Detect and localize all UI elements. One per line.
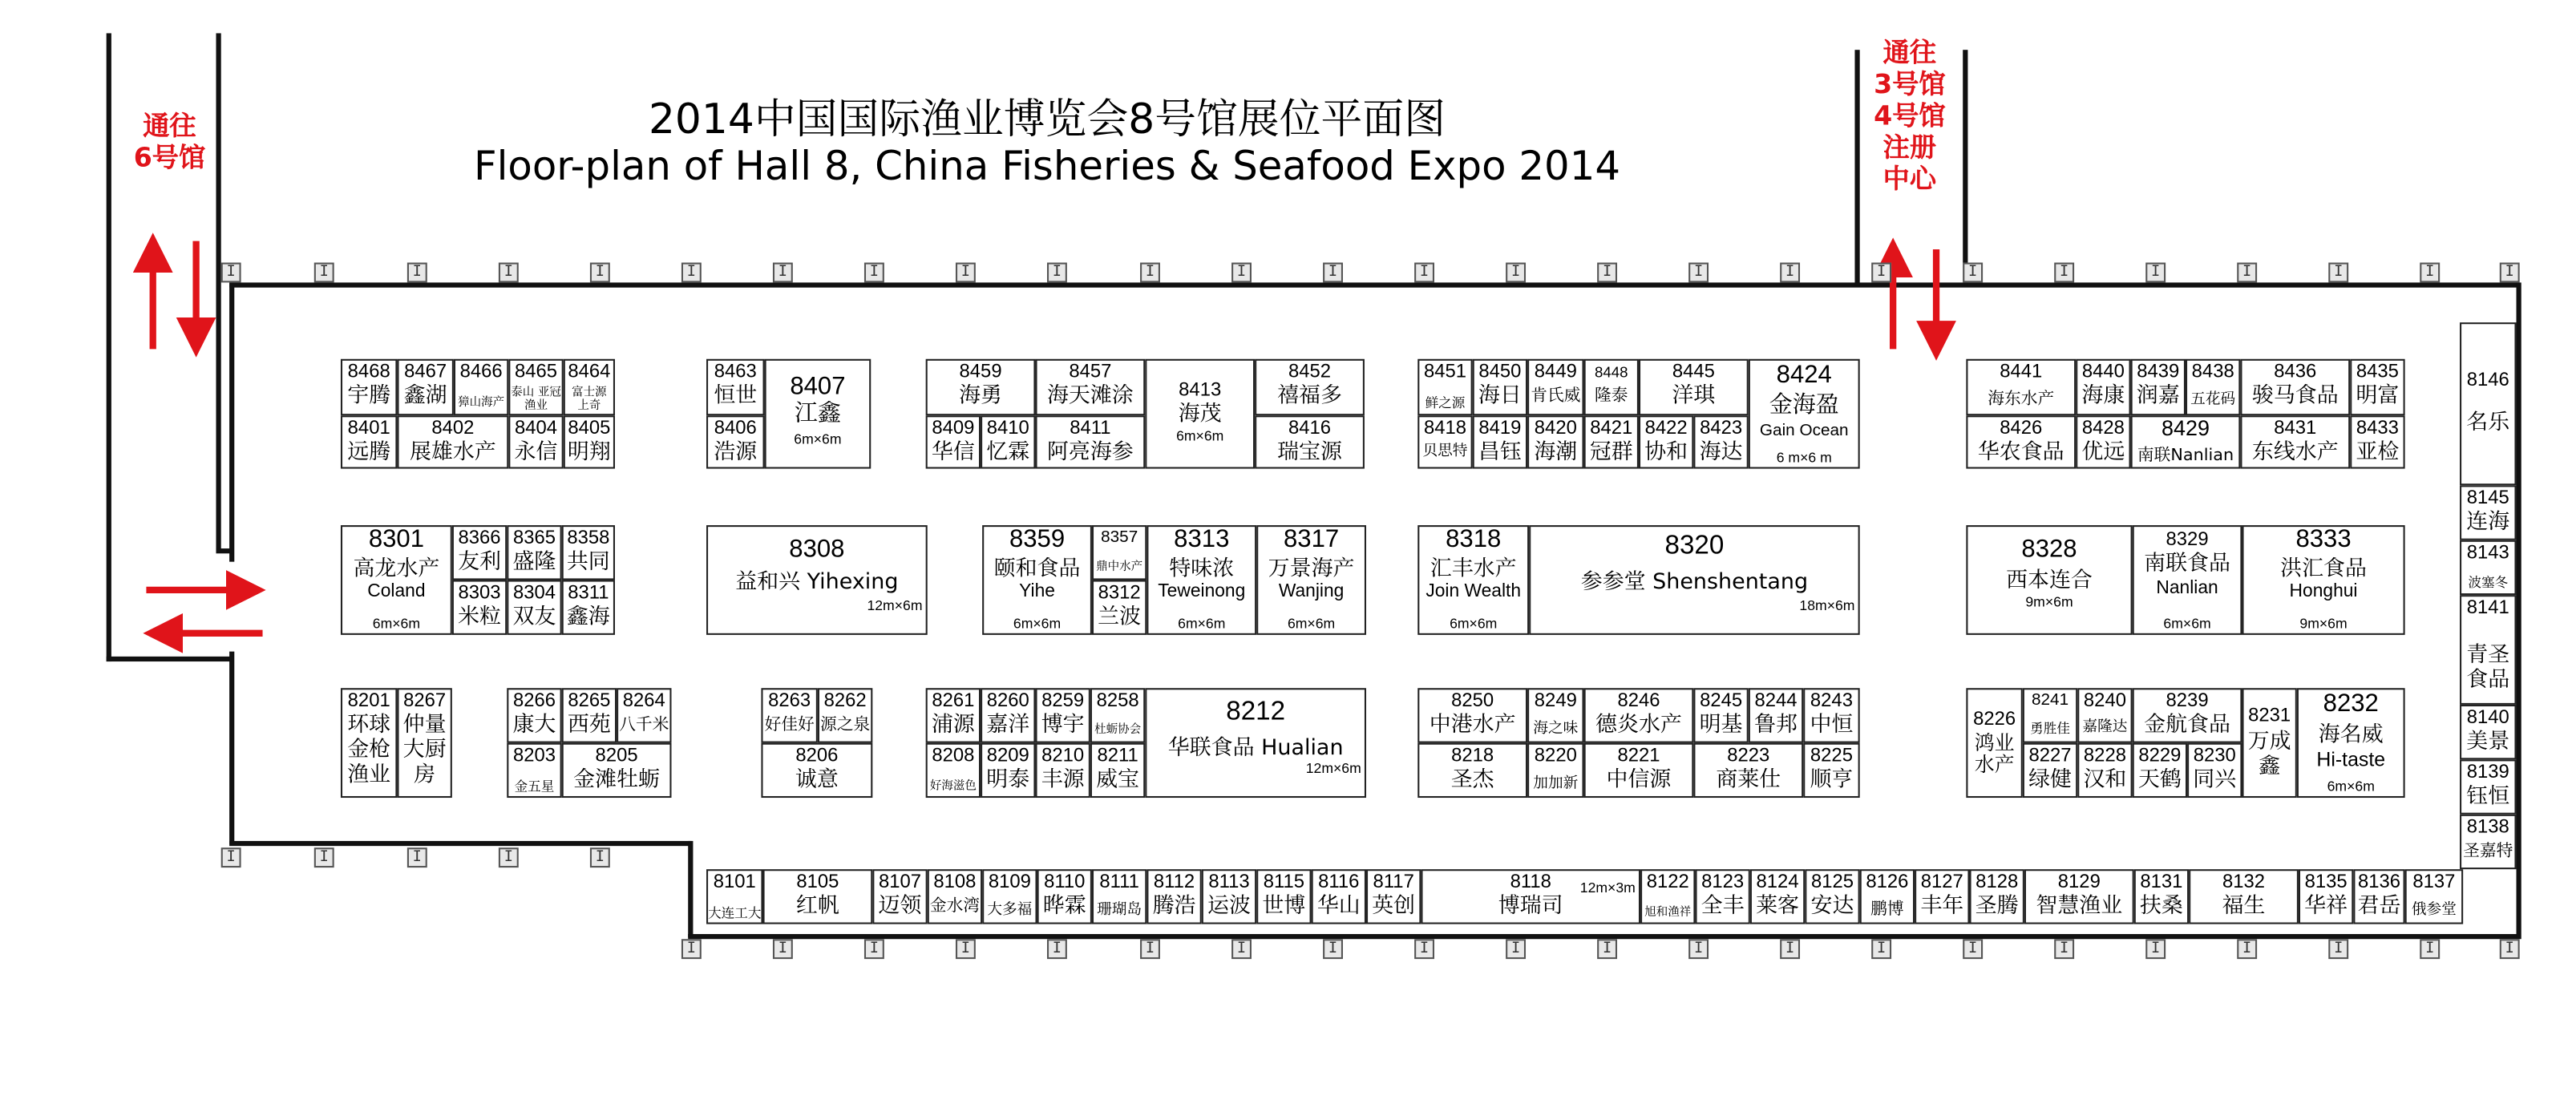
- booth-8468[interactable]: 8468 宇腾: [341, 359, 397, 415]
- booth-8457[interactable]: 8457 海天滩涂: [1035, 359, 1145, 415]
- booth-8126[interactable]: 8126 鹏博: [1860, 869, 1915, 924]
- booth-8267[interactable]: 8267 仲量大厨房: [397, 688, 451, 798]
- booth-8113[interactable]: 8113 运波: [1202, 869, 1256, 924]
- booth-8264[interactable]: 8264 八千米: [617, 688, 671, 742]
- booth-8448[interactable]: 8448 隆泰: [1584, 359, 1639, 415]
- pillar: [2145, 939, 2166, 959]
- booth-8416[interactable]: 8416 瑞宝源: [1255, 415, 1365, 468]
- booth-8435[interactable]: 8435 明富: [2350, 359, 2404, 415]
- booth-8265[interactable]: 8265 西苑: [562, 688, 617, 742]
- booth-8413[interactable]: 8413 海茂 6m×6m: [1145, 359, 1255, 469]
- pillar: [1506, 263, 1526, 283]
- booth-8422[interactable]: 8422 协和: [1639, 415, 1693, 468]
- booth-8111[interactable]: 8111 珊瑚岛: [1092, 869, 1146, 924]
- booth-8115[interactable]: 8115 世博: [1256, 869, 1311, 924]
- booth-8313[interactable]: 8313 特味浓 Teweinong 6m×6m: [1146, 525, 1256, 635]
- booth-8436[interactable]: 8436 骏马食品: [2240, 359, 2350, 415]
- title-zh: 2014中国国际渔业博览会8号馆展位平面图: [648, 95, 1446, 144]
- booth-8441[interactable]: 8441 海东水产: [1966, 359, 2076, 415]
- booth-8428[interactable]: 8428 优远: [2076, 415, 2130, 468]
- booth-8409[interactable]: 8409 华信: [926, 415, 981, 468]
- booth-8406[interactable]: 8406 浩源: [706, 415, 765, 468]
- pillar: [1597, 263, 1617, 283]
- pillar: [407, 263, 427, 283]
- pillar: [314, 263, 334, 283]
- pillar: [1871, 263, 1891, 283]
- booth-8308[interactable]: 8308 益和兴 Yihexing 12m×6m: [706, 525, 928, 635]
- booth-8358[interactable]: 8358 共同: [562, 525, 615, 580]
- booth-8229[interactable]: 8229 天鹤: [2133, 743, 2187, 798]
- pillar: [221, 847, 241, 867]
- booth-8452[interactable]: 8452 禧福多: [1255, 359, 1365, 415]
- pillar: [1688, 263, 1709, 283]
- booth-8419[interactable]: 8419 昌钰: [1473, 415, 1527, 468]
- booth-8209[interactable]: 8209 明泰: [981, 743, 1035, 798]
- booth-8101[interactable]: 8101 大连工大: [706, 869, 762, 924]
- booth-8449[interactable]: 8449 肯氏威: [1527, 359, 1583, 415]
- booth-8407[interactable]: 8407 江鑫 6m×6m: [765, 359, 871, 469]
- booth-8146[interactable]: 8146 名乐: [2460, 322, 2516, 485]
- booth-8424[interactable]: 8424 金海盈 Gain Ocean 6 m×6 m: [1749, 359, 1860, 469]
- booth-8112[interactable]: 8112 腾浩: [1146, 869, 1201, 924]
- booth-8243[interactable]: 8243 中恒: [1803, 688, 1859, 742]
- booth-8240[interactable]: 8240 嘉隆达: [2077, 688, 2132, 742]
- booth-8467[interactable]: 8467 鑫湖: [397, 359, 453, 415]
- pillar: [1231, 263, 1252, 283]
- booth-8420[interactable]: 8420 海潮: [1527, 415, 1583, 468]
- pillar: [864, 939, 884, 959]
- booth-8225[interactable]: 8225 顺亨: [1803, 743, 1859, 798]
- booth-8230[interactable]: 8230 同兴: [2187, 743, 2242, 798]
- pillar: [221, 263, 241, 283]
- pillar: [2500, 939, 2520, 959]
- pillar: [1323, 263, 1343, 283]
- direction-hall34: 通往 3号馆 4号馆 注册 中心: [1874, 36, 1946, 195]
- booth-8227[interactable]: 8227 绿健: [2023, 743, 2077, 798]
- booth-8231[interactable]: 8231 万成鑫: [2242, 688, 2296, 798]
- pillar: [2054, 939, 2074, 959]
- booth-8311[interactable]: 8311 鑫海: [562, 580, 615, 634]
- booth-8220[interactable]: 8220 加加新: [1527, 743, 1583, 798]
- booth-8203[interactable]: 8203 金五星: [507, 743, 561, 798]
- booth-8365[interactable]: 8365 盛隆: [507, 525, 561, 580]
- booth-8132[interactable]: 8132 福生: [2189, 869, 2299, 924]
- pillar: [2500, 263, 2520, 283]
- pillar: [1414, 939, 1434, 959]
- booth-8212[interactable]: 8212 华联食品 Hualian 12m×6m: [1145, 688, 1366, 798]
- pillar: [1688, 939, 1709, 959]
- pillar: [1140, 939, 1160, 959]
- booth-8138[interactable]: 8138 圣嘉特: [2460, 815, 2516, 869]
- booth-8404[interactable]: 8404 永信: [508, 415, 563, 468]
- booth-8318[interactable]: 8318 汇丰水产 Join Wealth 6m×6m: [1417, 525, 1529, 635]
- pillar: [2237, 939, 2257, 959]
- booth-8109[interactable]: 8109 大多福: [982, 869, 1037, 924]
- booth-8205[interactable]: 8205 金滩牡蛎: [562, 743, 672, 798]
- booth-8258[interactable]: 8258 杜蛎协会: [1090, 688, 1145, 742]
- booth-8127[interactable]: 8127 丰年: [1915, 869, 1969, 924]
- booth-8301[interactable]: 8301 高龙水产 Coland 6m×6m: [341, 525, 452, 635]
- pillar: [1414, 263, 1434, 283]
- pillar: [2328, 263, 2348, 283]
- booth-8405[interactable]: 8405 明翔: [564, 415, 615, 468]
- booth-8328[interactable]: 8328 西本连合 9m×6m: [1966, 525, 2132, 635]
- booth-8426[interactable]: 8426 华农食品: [1966, 415, 2076, 468]
- booth-8143[interactable]: 8143 波塞冬: [2460, 540, 2516, 595]
- booth-8110[interactable]: 8110 晔霖: [1037, 869, 1092, 924]
- pillar: [2420, 263, 2440, 283]
- booth-8411[interactable]: 8411 阿亮海参: [1035, 415, 1145, 468]
- pillar: [1871, 939, 1891, 959]
- booth-8304[interactable]: 8304 双友: [507, 580, 561, 634]
- booth-8226[interactable]: 8226 鸿业水产: [1966, 688, 2022, 798]
- booth-8410[interactable]: 8410 忆霖: [981, 415, 1035, 468]
- booth-8333[interactable]: 8333 洪汇食品 Honghui 9m×6m: [2242, 525, 2404, 635]
- booth-8139[interactable]: 8139 钰恒: [2460, 759, 2516, 814]
- pillar: [590, 263, 610, 283]
- booth-8221[interactable]: 8221 中信源: [1584, 743, 1694, 798]
- booth-8131[interactable]: 8131 扶桑: [2134, 869, 2189, 924]
- pillar: [2237, 263, 2257, 283]
- booth-8105[interactable]: 8105 红帆: [763, 869, 873, 924]
- pillar: [681, 939, 702, 959]
- pillar: [1323, 939, 1343, 959]
- booth-8359[interactable]: 8359 颐和食品 Yihe 6m×6m: [982, 525, 1092, 635]
- booth-8421[interactable]: 8421 冠群: [1584, 415, 1639, 468]
- booth-8266[interactable]: 8266 康大: [507, 688, 561, 742]
- pillar: [773, 263, 793, 283]
- booth-8259[interactable]: 8259 博宇: [1035, 688, 1090, 742]
- title-en: Floor-plan of Hall 8, China Fisheries & Seafood Expo 2014: [473, 143, 1621, 190]
- pillar: [1140, 263, 1160, 283]
- booth-8239[interactable]: 8239 金航食品: [2133, 688, 2242, 742]
- booth-8123[interactable]: 8123 全丰: [1695, 869, 1749, 924]
- booth-8463[interactable]: 8463 恒世: [706, 359, 765, 415]
- booth-8128[interactable]: 8128 圣腾: [1970, 869, 2024, 924]
- pillar: [1963, 263, 1983, 283]
- booth-8108[interactable]: 8108 金水湾: [928, 869, 982, 924]
- direction-hall6: 通往 6号馆: [133, 109, 206, 173]
- booth-8402[interactable]: 8402 展雄水产: [397, 415, 508, 468]
- booth-8241[interactable]: 8241 勇胜佳: [2023, 688, 2077, 742]
- booth-8210[interactable]: 8210 丰源: [1035, 743, 1090, 798]
- booth-8249[interactable]: 8249 海之味: [1527, 688, 1583, 742]
- booth-8223[interactable]: 8223 商莱仕: [1693, 743, 1803, 798]
- booth-8260[interactable]: 8260 嘉洋: [981, 688, 1035, 742]
- booth-8459[interactable]: 8459 海勇: [926, 359, 1036, 415]
- pillar: [314, 847, 334, 867]
- pillar: [2145, 263, 2166, 283]
- booth-8122[interactable]: 8122 旭和渔祥: [1640, 869, 1695, 924]
- booth-8429[interactable]: 8429 南联Nanlian: [2131, 415, 2241, 468]
- booth-8218[interactable]: 8218 圣杰: [1417, 743, 1527, 798]
- pillar: [2420, 939, 2440, 959]
- booth-8451[interactable]: 8451 鲜之源: [1417, 359, 1472, 415]
- booth-8211[interactable]: 8211 威宝: [1090, 743, 1145, 798]
- pillar: [681, 263, 702, 283]
- pillar: [773, 939, 793, 959]
- booth-8423[interactable]: 8423 海达: [1693, 415, 1748, 468]
- booth-8135[interactable]: 8135 华祥: [2299, 869, 2353, 924]
- booth-8317[interactable]: 8317 万景海产 Wanjing 6m×6m: [1256, 525, 1366, 635]
- booth-8401[interactable]: 8401 远腾: [341, 415, 397, 468]
- pillar: [1597, 939, 1617, 959]
- pillar: [2328, 939, 2348, 959]
- booth-8246[interactable]: 8246 德炎水产: [1584, 688, 1694, 742]
- pillar: [956, 939, 976, 959]
- pillar: [864, 263, 884, 283]
- booth-8366[interactable]: 8366 友利: [452, 525, 507, 580]
- booth-8129[interactable]: 8129 智慧渔业: [2024, 869, 2134, 924]
- pillar: [956, 263, 976, 283]
- booth-8116[interactable]: 8116 华山: [1312, 869, 1366, 924]
- booth-8320[interactable]: 8320 参参堂 Shenshentang 18m×6m: [1529, 525, 1860, 635]
- booth-8431[interactable]: 8431 东线水产: [2240, 415, 2350, 468]
- booth-8357[interactable]: 8357 鼎中水产: [1092, 525, 1146, 580]
- booth-8244[interactable]: 8244 鲁邦: [1749, 688, 1803, 742]
- booth-8125[interactable]: 8125 安达: [1805, 869, 1859, 924]
- booth-8440[interactable]: 8440 海康: [2076, 359, 2130, 415]
- booth-8263[interactable]: 8263 好佳好: [761, 688, 817, 742]
- booth-8262[interactable]: 8262 源之泉: [818, 688, 872, 742]
- booth-8439[interactable]: 8439 润嘉: [2131, 359, 2186, 415]
- booth-8140[interactable]: 8140 美景: [2460, 705, 2516, 759]
- booth-8137[interactable]: 8137 俄参堂: [2405, 869, 2464, 924]
- booth-8107[interactable]: 8107 迈领: [872, 869, 927, 924]
- booth-8201[interactable]: 8201 环球金枪渔业: [341, 688, 397, 798]
- pillar: [499, 263, 519, 283]
- booth-8206[interactable]: 8206 诚意: [761, 743, 872, 798]
- booth-8418[interactable]: 8418 贝思特: [1417, 415, 1472, 468]
- booth-8117[interactable]: 8117 英创: [1366, 869, 1421, 924]
- pillar: [499, 847, 519, 867]
- booth-8464[interactable]: 8464 富士源 上奇: [564, 359, 615, 415]
- booth-8118[interactable]: 8118 博瑞司 12m×3m: [1421, 869, 1640, 924]
- pillar: [1047, 263, 1067, 283]
- pillar: [1506, 939, 1526, 959]
- booth-8136[interactable]: 8136 君岳: [2353, 869, 2404, 924]
- pillar: [1780, 939, 1800, 959]
- booth-8261[interactable]: 8261 浦源: [926, 688, 981, 742]
- booth-8329[interactable]: 8329 南联食品 Nanlian 6m×6m: [2133, 525, 2242, 635]
- booth-8141[interactable]: 8141 青圣食品: [2460, 595, 2516, 705]
- booth-8466[interactable]: 8466 獐山海产: [454, 359, 508, 415]
- booth-8250[interactable]: 8250 中港水产: [1417, 688, 1527, 742]
- booth-8465[interactable]: 8465 泰山 亚冠渔业: [508, 359, 563, 415]
- booth-8445[interactable]: 8445 洋琪: [1639, 359, 1749, 415]
- booth-8450[interactable]: 8450 海日: [1473, 359, 1527, 415]
- booth-8433[interactable]: 8433 亚检: [2350, 415, 2404, 468]
- booth-8145[interactable]: 8145 连海: [2460, 485, 2516, 540]
- booth-8312[interactable]: 8312 兰波: [1092, 580, 1146, 634]
- booth-8303[interactable]: 8303 米粒: [452, 580, 507, 634]
- pillar: [1231, 939, 1252, 959]
- booth-8438[interactable]: 8438 五花码: [2186, 359, 2240, 415]
- booth-8232[interactable]: 8232 海名威 Hi-taste 6m×6m: [2297, 688, 2405, 798]
- pillar: [1963, 939, 1983, 959]
- booth-8124[interactable]: 8124 莱客: [1750, 869, 1805, 924]
- booth-8228[interactable]: 8228 汉和: [2077, 743, 2132, 798]
- pillar: [590, 847, 610, 867]
- booth-8208[interactable]: 8208 好海滋色: [926, 743, 981, 798]
- pillar: [407, 847, 427, 867]
- pillar: [2054, 263, 2074, 283]
- pillar: [1780, 263, 1800, 283]
- booth-8245[interactable]: 8245 明基: [1693, 688, 1748, 742]
- pillar: [1047, 939, 1067, 959]
